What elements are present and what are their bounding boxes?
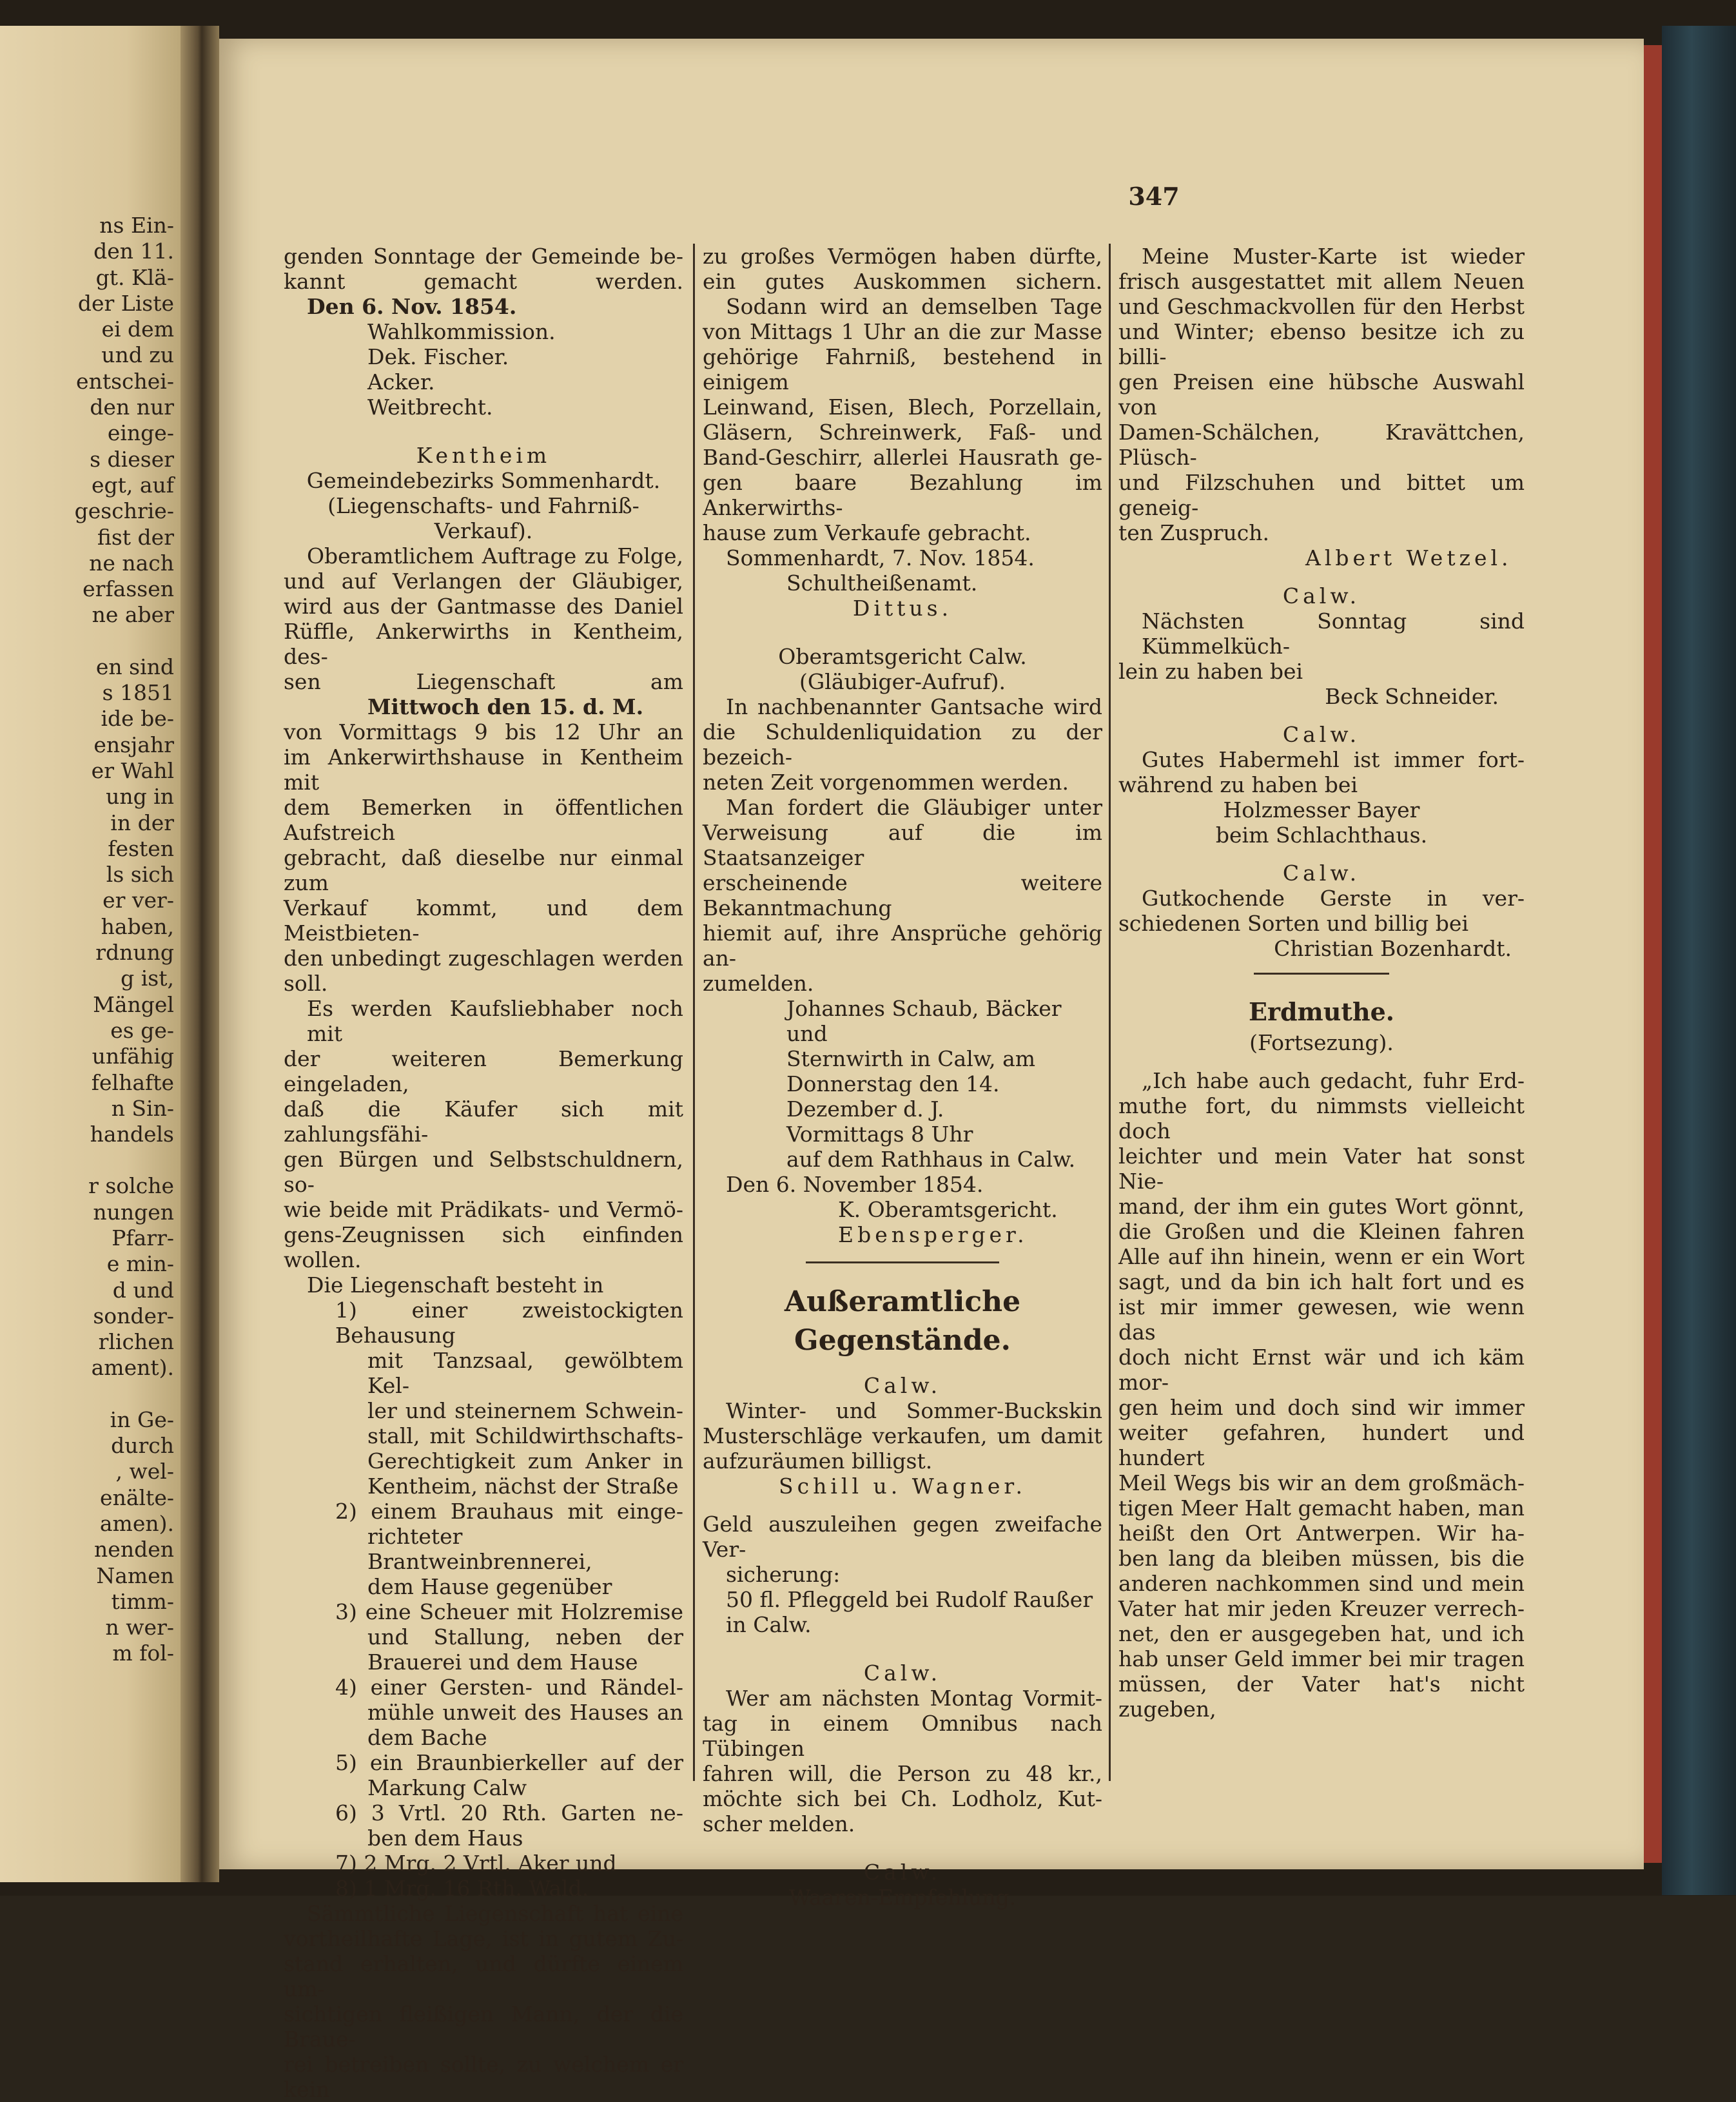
col2-case-date: Den 6. November 1854. — [726, 1172, 984, 1197]
text-line: 8) 1 Mrg. 16 Rth. Wald. — [335, 1876, 589, 1901]
text-line: möchte sich bei Ch. Lodholz, Kut- — [703, 1786, 1102, 1811]
col1-body-3 — [284, 996, 683, 1272]
col3-ad1-signer: Albert Wetzel. — [1305, 545, 1512, 570]
col2-office: Schultheißenamt. — [786, 570, 978, 596]
text-line: Verkauf kommt, und dem Meistbieten- — [284, 895, 683, 946]
text-line: Band-Geschirr, allerlei Hausrath ge- — [703, 445, 1102, 470]
text-line: Sternwirth in Calw, am — [786, 1046, 1036, 1071]
text-line: er Wahl — [91, 757, 174, 783]
text-line: felhafte — [91, 1069, 174, 1095]
text-line: n Sin- — [111, 1095, 174, 1121]
text-line: Johannes Schaub, Bäcker und — [786, 996, 1062, 1046]
text-line: einge- — [107, 420, 174, 446]
text-line: Winter- und Sommer-Buckskin — [726, 1398, 1102, 1423]
left-page-fragment — [0, 26, 180, 1882]
text-line: wird aus der Gantmasse des Daniel — [284, 594, 683, 619]
text-line: gt. Klä- — [95, 264, 174, 290]
text-line: ten Zuspruch. — [1118, 520, 1270, 545]
text-line: gen heim und doch sind wir immer — [1118, 1395, 1525, 1420]
column-3 — [1118, 244, 1525, 1722]
text-line: im Ankerwirthshause in Kentheim mit — [284, 744, 683, 795]
right-page — [219, 39, 1644, 2102]
text-line: und zu — [101, 342, 174, 368]
list-item — [284, 1876, 683, 1901]
text-line: sicherung: — [726, 1562, 841, 1587]
text-line: gen Bürgen und Selbstschuldnern, so- — [284, 1147, 683, 1197]
text-line: egt, auf — [91, 472, 174, 498]
text-line: und Geschmackvollen für den Herbst — [1118, 294, 1525, 319]
col2-divider — [806, 1261, 999, 1263]
col1-commission — [284, 319, 683, 420]
text-line: richteter Brantweinbrennerei, — [367, 1524, 592, 1574]
text-line: Namen — [96, 1562, 174, 1588]
col2-top-lines — [703, 244, 1102, 294]
col2-case — [703, 996, 1102, 1172]
text-line: haben, — [101, 913, 174, 939]
text-line: erfassen — [83, 576, 174, 602]
text-line: mühle unweit des Hauses an — [367, 1700, 683, 1725]
text-line: ein gutes Auskommen sichern. — [703, 269, 1102, 294]
text-line: ben lang da bleiben müssen, bis die — [1118, 1546, 1525, 1571]
text-line: von Vormittags 9 bis 12 Uhr an — [284, 719, 683, 744]
text-line: en sind — [95, 654, 174, 679]
col3-story-text — [1118, 1068, 1525, 1722]
col3-ad2 — [1118, 608, 1525, 684]
text-line: Leinwand, Eisen, Blech, Porzellain, — [703, 394, 1102, 420]
text-line: heißt den Ort Antwerpen. Wir ha- — [1118, 1521, 1525, 1546]
book-edge-red — [1644, 45, 1662, 1863]
text-line: 4) einer Gersten- und Rändel- — [335, 1675, 683, 1700]
text-line: fist der — [97, 524, 174, 550]
col3-ad3 — [1118, 747, 1525, 797]
text-line: es ge- — [110, 1017, 174, 1043]
col2-ad3-place: Calw. — [863, 1660, 942, 1686]
text-line: daß die Käufer sich mit zahlungsfähi- — [284, 1096, 683, 1147]
col3-ad1 — [1118, 244, 1525, 545]
col2-signer: Dittus. — [852, 596, 953, 621]
col3-ad3-place: Calw. — [1282, 722, 1361, 747]
text-line: m fol- — [112, 1640, 174, 1666]
col1-district: Gemeindebezirks Sommenhardt. — [306, 468, 661, 493]
col2-case-office: K. Oberamtsgericht. — [838, 1197, 1058, 1222]
text-line: beim Schlachthaus. — [1215, 822, 1428, 848]
text-line: sonder- — [93, 1303, 174, 1328]
col3-divider — [1254, 973, 1389, 975]
col2-ad3 — [703, 1686, 1102, 1836]
text-line: Holzmesser Bayer — [1223, 797, 1420, 822]
col1-place-heading: Kentheim — [416, 443, 551, 468]
list-item — [284, 1499, 683, 1599]
text-line: ament). — [91, 1355, 174, 1381]
text-line: er ver- — [102, 888, 174, 913]
col1-body-1 — [284, 543, 683, 694]
text-line: in Calw. — [726, 1612, 812, 1637]
text-line: genden Sonntage der Gemeinde be- — [284, 244, 683, 269]
text-line: 5) ein Braunbierkeller auf der — [335, 1750, 683, 1775]
text-line: Vormittags 8 Uhr — [786, 1122, 973, 1147]
text-line: Geld auszuleihen gegen zweifache Ver- — [703, 1512, 1102, 1562]
col2-ad4-place: Calw. — [863, 1860, 942, 1885]
col2-para-2 — [703, 694, 1102, 795]
text-line: weiter gefahren, hundert und hundert — [1118, 1420, 1525, 1470]
col2-para-1 — [703, 294, 1102, 545]
text-line: Rüffle, Ankerwirths in Kentheim, des- — [284, 619, 683, 669]
text-line: durch — [111, 1433, 174, 1459]
text-line: Donnerstag den 14. Dezember d. J. — [786, 1071, 1000, 1122]
column-2 — [703, 244, 1102, 1910]
text-line: Es werden Kaufsliebhaber noch mit — [307, 996, 683, 1046]
list-item — [284, 1675, 683, 1750]
text-line: scher melden. — [703, 1811, 855, 1836]
text-line: 50 fl. Pfleggeld bei Rudolf Raußer — [726, 1587, 1093, 1612]
text-line: stall, mit Schildwirthschafts- — [367, 1423, 683, 1448]
col3-story-title: Erdmuthe. — [1249, 997, 1394, 1026]
text-line: zu großes Vermögen haben dürfte, — [703, 244, 1102, 269]
col1-body-4 — [284, 1901, 683, 2102]
text-line: gebracht, daß dieselbe nur einmal zum — [284, 845, 683, 895]
text-line: die Schuldenliquidation zu der bezeich- — [703, 719, 1102, 770]
col3-ad4-place: Calw. — [1282, 861, 1361, 886]
text-line: den nur — [90, 394, 174, 420]
text-line: unfähig — [92, 1044, 174, 1069]
text-line: und Filzschuhen und bittet um geneig- — [1118, 470, 1525, 520]
col2-date: Sommenhardt, 7. Nov. 1854. — [726, 545, 1035, 570]
column-1 — [284, 244, 683, 2102]
text-line: enälte- — [100, 1484, 174, 1510]
text-line: hiemit auf, ihre Ansprüche gehörig an- — [703, 920, 1102, 971]
col2-ad1-signer: Schill u. Wagner. — [779, 1474, 1026, 1499]
col2-court-subtitle: (Gläubiger-Aufruf). — [799, 669, 1006, 694]
text-line: „Ich habe auch gedacht, fuhr Erd- — [1142, 1068, 1525, 1093]
text-line: mit Tanzsaal, gewölbtem Kel- — [367, 1348, 683, 1398]
text-line: sichtigen fleißigen Mann, der die Braue- — [284, 2001, 683, 2052]
text-line: anderen nachkommen sind und mein — [1118, 1571, 1525, 1596]
text-line: In nachbenannter Gantsache wird — [726, 694, 1102, 719]
col1-list-intro: Die Liegenschaft besteht in — [307, 1272, 604, 1298]
text-line: hause zum Verkaufe gebracht. — [703, 520, 1031, 545]
text-line: soll. — [284, 971, 328, 996]
text-line: Damen-Schälchen, Kravättchen, Plüsch- — [1118, 420, 1525, 470]
text-line: dem Hause gegenüber — [367, 1574, 612, 1599]
text-line: sagt, und da bin ich halt fort und es — [1118, 1269, 1525, 1294]
text-line: Weitbrecht. — [367, 394, 493, 420]
col2-section-heading: Außeramtliche Gegenstände. — [784, 1285, 1021, 1357]
text-line: rei betreiben sollte, zu welchem er kein — [284, 2052, 683, 2102]
text-line: auf dem Rathhaus in Calw. — [786, 1147, 1076, 1172]
list-item — [284, 1298, 683, 1499]
text-line: 1) einer zweistockigten Behausung — [335, 1298, 683, 1348]
text-line: amen). — [99, 1510, 174, 1536]
col2-court-heading: Oberamtsgericht Calw. — [778, 644, 1027, 669]
text-line: 6) 3 Vrtl. 20 Rth. Garten ne- — [335, 1800, 683, 1825]
text-line: ler und steinernem Schwein- — [367, 1398, 683, 1423]
text-line: ensjahr — [93, 732, 174, 757]
text-line: net, den er ausgegeben hat, und ich — [1118, 1621, 1525, 1646]
text-line: n wer- — [105, 1615, 174, 1640]
text-line: kannt gemacht werden. — [284, 269, 683, 294]
text-line: lein zu haben bei — [1118, 659, 1303, 684]
text-line: Gläsern, Schreinwerk, Faß- und — [703, 420, 1102, 445]
text-line: Sämmtliche Liegenschaft hat eine — [307, 1901, 683, 1926]
text-line: Gerechtigkeit zum Anker in — [367, 1448, 683, 1474]
text-line: Wahlkommission. — [367, 319, 556, 344]
col1-top-lines — [284, 244, 683, 294]
text-line: Gutes Habermehl ist immer fort- — [1142, 747, 1525, 772]
text-line: rdnung — [95, 940, 174, 966]
text-line: Mängel — [93, 991, 174, 1017]
left-page-text-column — [0, 213, 174, 1667]
text-line: aufzuräumen billigst. — [703, 1448, 933, 1474]
col3-story-subtitle: (Fortsezung). — [1249, 1030, 1394, 1055]
text-line: 7) 2 Mrg. 2 Vrtl. Aker und — [335, 1851, 617, 1876]
text-line: doch nicht Ernst wär und ich käm mor- — [1118, 1345, 1525, 1395]
page-number: 347 — [1128, 182, 1180, 211]
col3-ad4-signer: Christian Bozenhardt. — [1274, 936, 1512, 961]
text-line: Verweisung auf die im Staatsanzeiger — [703, 820, 1102, 870]
text-line: den 11. — [93, 238, 174, 264]
text-line: Musterschläge verkaufen, um damit — [703, 1423, 1102, 1448]
text-line: e min- — [106, 1251, 174, 1277]
text-line: Meine Muster-Karte ist wieder — [1142, 244, 1525, 269]
text-line: von Mittags 1 Uhr an die zur Masse — [703, 319, 1102, 344]
col1-property-list — [284, 1298, 683, 1901]
text-line: Man fordert die Gläubiger unter — [726, 795, 1102, 820]
col2-para-3 — [703, 795, 1102, 996]
col1-sale-date: Mittwoch den 15. d. M. — [367, 694, 644, 719]
col3-ad2-signer: Beck Schneider. — [1325, 684, 1499, 709]
text-line: Pfarr- — [112, 1225, 174, 1250]
text-line: ls sich — [106, 862, 174, 888]
text-line: neten Zeit vorgenommen werden. — [703, 770, 1069, 795]
col2-ad1 — [703, 1398, 1102, 1474]
text-line: den unbedingt zugeschlagen werden — [284, 946, 683, 971]
text-line: hab unser Geld immer bei mir tragen — [1118, 1646, 1525, 1671]
text-line: schiedenen Sorten und billig bei — [1118, 911, 1469, 936]
col2-ad1-place: Calw. — [863, 1373, 942, 1398]
book-cover-board — [1662, 26, 1736, 1895]
text-line: ei dem — [101, 316, 174, 342]
text-line: geschrie- — [74, 498, 174, 524]
text-line: leichter und mein Vater hat sonst Nie- — [1118, 1143, 1525, 1194]
col3-ad4 — [1118, 886, 1525, 936]
col1-subtitle: (Liegenschafts- und Fahrniß-Verkauf). — [327, 493, 639, 543]
text-line: ung in — [106, 784, 174, 810]
text-line: während zu haben bei — [1118, 772, 1358, 797]
text-line: stand erhalten, und dürfte einem um- — [284, 1951, 683, 2001]
col2-ad2 — [703, 1512, 1102, 1587]
text-line: müssen, der Vater hat's nicht zugeben, — [1118, 1671, 1525, 1722]
text-line: entschei- — [76, 368, 174, 394]
text-line: fahren will, die Person zu 48 kr., — [703, 1761, 1102, 1786]
text-line: Brauerei und dem Hause — [367, 1649, 638, 1675]
text-line: sen Liegenschaft am — [284, 669, 683, 694]
text-line: ns Ein- — [99, 213, 174, 238]
text-line: zumelden. — [703, 971, 814, 996]
text-line: nungen — [93, 1199, 174, 1225]
text-line: gens-Zeugnissen sich einfinden wollen. — [284, 1222, 683, 1272]
text-line: dem Bemerken in öffentlichen Aufstreich — [284, 795, 683, 845]
col1-date: Den 6. Nov. 1854. — [307, 294, 517, 319]
list-item — [284, 1800, 683, 1851]
text-line: gehörige Fahrniß, bestehend in einigem — [703, 344, 1102, 394]
text-line: der weiteren Bemerkung eingeladen, — [284, 1046, 683, 1096]
text-line: Alle auf ihn hinein, wenn er ein Wort — [1118, 1244, 1525, 1269]
text-line: Acker. — [367, 369, 435, 394]
text-line: Vater hat mir jeden Kreuzer verrech- — [1118, 1596, 1525, 1621]
col3-ad3-signer — [1118, 797, 1525, 848]
text-line: s 1851 — [102, 680, 174, 706]
text-line: Kentheim, nächst der Straße — [367, 1474, 679, 1499]
text-line: die Großen und die Kleinen fahren — [1118, 1219, 1525, 1244]
text-line: und auf Verlangen der Gläubiger, — [284, 569, 683, 594]
column-rule-right — [1109, 244, 1111, 1781]
text-line: mand, der ihm ein gutes Wort gönnt, — [1118, 1194, 1525, 1219]
text-line: wie beide mit Prädikats- und Vermö- — [284, 1197, 683, 1222]
text-line: ben dem Haus — [367, 1825, 523, 1851]
text-line: gen Preisen eine hübsche Auswahl von — [1118, 369, 1525, 420]
list-item — [284, 1599, 683, 1675]
text-line: Meil Wegs bis wir an dem großmäch- — [1118, 1470, 1525, 1495]
text-line: vortheilhafte Lage, ist in gutem Zu- — [284, 1926, 683, 1951]
text-line: 3) eine Scheuer mit Holzremise — [335, 1599, 683, 1624]
text-line: rlichen — [98, 1329, 174, 1355]
text-line: gen baare Bezahlung im Ankerwirths- — [703, 470, 1102, 520]
col2-ad4-title: Waaren-Empfehlung. — [788, 1885, 1017, 1910]
text-line: g ist, — [121, 966, 174, 991]
text-line: Dek. Fischer. — [367, 344, 509, 369]
text-line: muthe fort, du nimmsts vielleicht doch — [1118, 1093, 1525, 1143]
text-line: d und — [112, 1277, 174, 1303]
text-line: erscheinende weitere Bekanntmachung — [703, 870, 1102, 920]
text-line: Gutkochende Gerste in ver- — [1142, 886, 1525, 911]
list-item — [284, 1851, 683, 1876]
text-line: r solche — [88, 1173, 174, 1199]
col2-case-signer: Ebensperger. — [838, 1222, 1028, 1247]
text-line: in Ge- — [110, 1406, 174, 1432]
text-line: frisch ausgestattet mit allem Neuen — [1118, 269, 1525, 294]
text-line: ide be- — [101, 706, 174, 732]
book-gutter — [180, 26, 219, 1882]
text-line: ne nach — [89, 550, 174, 576]
text-line: festen — [108, 835, 174, 861]
col3-ad2-place: Calw. — [1282, 583, 1361, 608]
text-line: der Liste — [77, 290, 174, 316]
list-item — [284, 1750, 683, 1800]
text-line: timm- — [111, 1588, 174, 1614]
text-line: Sodann wird an demselben Tage — [726, 294, 1102, 319]
text-line: Markung Calw — [367, 1775, 527, 1800]
text-line: tigen Meer Halt gemacht haben, man — [1118, 1495, 1525, 1521]
text-line: Nächsten Sonntag sind Kümmelküch- — [1142, 608, 1525, 659]
text-line: Wer am nächsten Montag Vormit- — [726, 1686, 1102, 1711]
text-line: 2) einem Brauhaus mit einge- — [335, 1499, 683, 1524]
col2-ad2-items — [703, 1587, 1102, 1637]
text-line: in der — [110, 810, 174, 835]
text-line: und Winter; ebenso besitze ich zu billi- — [1118, 319, 1525, 369]
text-line: ne aber — [92, 602, 174, 628]
text-line: , wel- — [115, 1459, 174, 1484]
text-line: nenden — [94, 1537, 174, 1562]
col1-body-2 — [284, 719, 683, 996]
column-rule-left — [693, 244, 695, 1781]
text-line: ist mir immer gewesen, wie wenn das — [1118, 1294, 1525, 1345]
text-line: s dieser — [90, 446, 174, 472]
text-line: und Stallung, neben der — [367, 1624, 683, 1649]
text-line: dem Bache — [367, 1725, 487, 1750]
text-line: tag in einem Omnibus nach Tübingen — [703, 1711, 1102, 1761]
text-line: Oberamtlichem Auftrage zu Folge, — [307, 543, 683, 569]
text-line: handels — [90, 1122, 174, 1147]
